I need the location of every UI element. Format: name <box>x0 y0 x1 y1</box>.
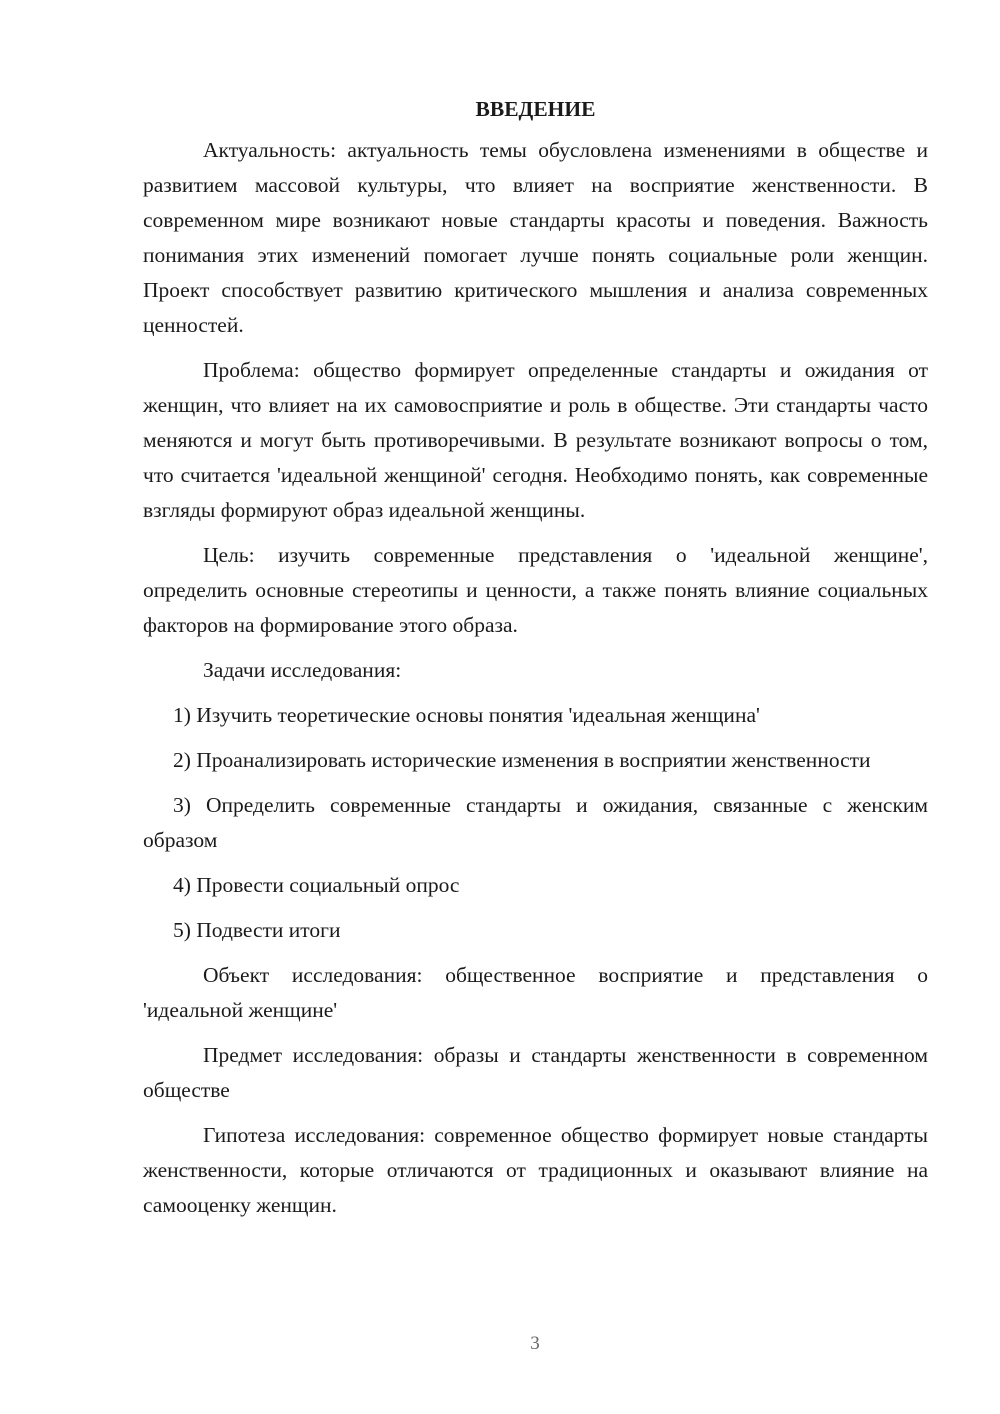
task-item-1: 1) Изучить теоретические основы понятия 'идеальная женщина' <box>173 703 760 727</box>
subject-paragraph: Предмет исследования: образы и стандарты женственности в современном обществе <box>143 1043 928 1102</box>
document-page <box>143 92 928 1233</box>
relevance-paragraph: Актуальность: актуальность темы обусловлена изменениями в обществе и развитием массовой культуры, что влияет на восприятие женственности. В современном мире возникают новые стандарты красоты и поведения. Важность понимания этих изменений помогает лучше понять социальные роли женщин. Проект способствует развитию критического мышления и анализа современных ценностей. <box>143 138 928 337</box>
goal-paragraph: Цель: изучить современные представления о 'идеальной женщине', определить основные стереотипы и ценности, а также понять влияние социальных факторов на формирование этого образа. <box>143 543 928 637</box>
task-item-3: 3) Определить современные стандарты и ожидания, связанные с женским образом <box>143 793 928 852</box>
object-paragraph: Объект исследования: общественное восприятие и представления о 'идеальной женщине' <box>143 963 928 1022</box>
tasks-list <box>143 698 928 948</box>
task-item-5: 5) Подвести итоги <box>173 918 341 942</box>
problem-paragraph: Проблема: общество формирует определенные стандарты и ожидания от женщин, что влияет на их самовосприятие и роль в обществе. Эти стандарты часто меняются и могут быть противоречивыми. В результате возникают вопросы о том, что считается 'идеальной женщиной' сегодня. Необходимо понять, как современные взгляды формируют образ идеальной женщины. <box>143 358 928 522</box>
task-item-4: 4) Провести социальный опрос <box>173 873 460 897</box>
tasks-heading: Задачи исследования: <box>203 658 402 682</box>
hypothesis-paragraph: Гипотеза исследования: современное общество формирует новые стандарты женственности, которые отличаются от традиционных и оказывают влияние на самооценку женщин. <box>143 1123 928 1217</box>
page-number: 3 <box>530 1333 540 1354</box>
task-item-2: 2) Проанализировать исторические изменения в восприятии женственности <box>173 748 871 772</box>
document-title: ВВЕДЕНИЕ <box>475 97 596 121</box>
